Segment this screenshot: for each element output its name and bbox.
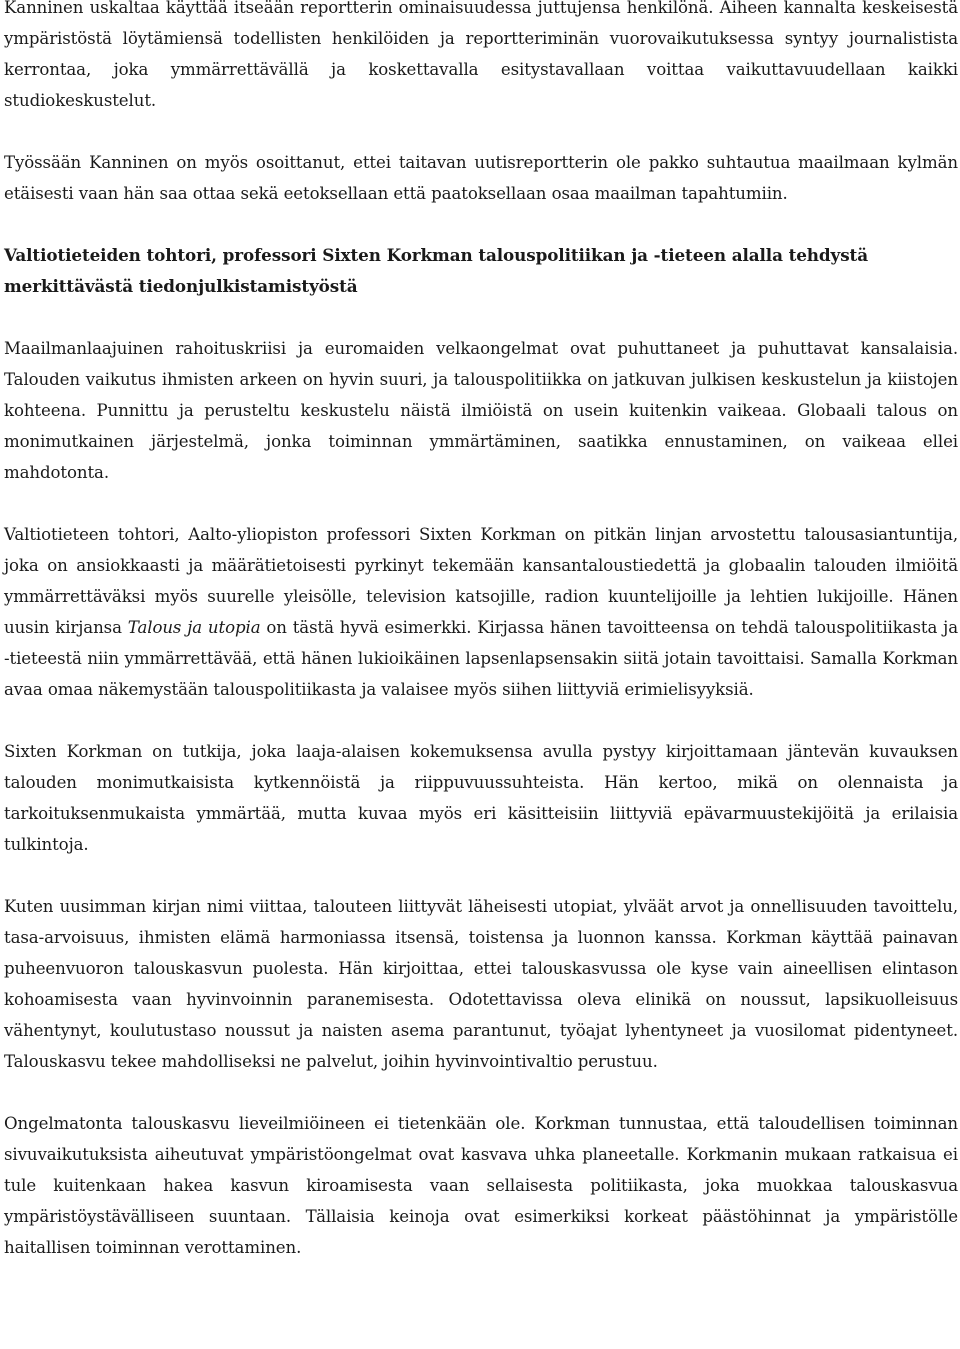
paragraph-korkman-profile-start: Valtiotieteen tohtori, Aalto-yliopiston professori Sixten Korkman on pitkän linjan arvostettu talousasiantuntija, joka on ansiokkaasti ja määrätietoisesti pyrkinyt tekemään kansantaloustiedettä ja globaalin talouden ilmiöitä ymmärrettäväksi myös suurelle yleisölle, television katsojille, radion kuuntelijoille ja lehtien lukijoille. Hänen uusin kirjansa: [4, 525, 958, 637]
section-heading-korkman: Valtiotieteiden tohtori, professori Sixten Korkman talouspolitiikan ja -tieteen alalla tehdystä merkittävästä tiedonjulkistamistyöstä: [4, 245, 868, 296]
paragraph-environment: Ongelmatonta talouskasvu lieveilmiöineen ei tietenkään ole. Korkman tunnustaa, että taloudellisen toiminnan sivuvaikutuksista aiheutuvat ympäristöongelmat ovat kasvava uhka planeetalle. Korkmanin mukaan ratkaisua ei tule kuitenkaan hakea kasvun kiroamisesta vaan sellaisesta politiikasta, joka muokkaa talouskasvua ympäristöystävälliseen suuntaan. Tällaisia keinoja ovat esimerkiksi korkeat päästöhinnat ja ympäristölle haitallisen toiminnan verottaminen.: [4, 1114, 958, 1257]
document-page: [4, 0, 958, 1263]
paragraph-financial-crisis: Maailmanlaajuinen rahoituskriisi ja euromaiden velkaongelmat ovat puhuttaneet ja puhuttavat kansalaisia. Talouden vaikutus ihmisten arkeen on hyvin suuri, ja talouspolitiikka on jatkuvan julkisen keskustelun ja kiistojen kohteena. Punnittu ja perusteltu keskustelu näistä ilmiöistä on usein kuitenkin vaikeaa. Globaali talous on monimutkainen järjestelmä, jonka toiminnan ymmärtäminen, saatikka ennustaminen, on vaikeaa ellei mahdotonta.: [4, 339, 958, 482]
paragraph-korkman-profile-end: on tästä hyvä esimerkki. Kirjassa hänen tavoitteensa on tehdä talouspolitiikasta ja -tieteestä niin ymmärrettävää, että hänen lukioikäinen lapsenlapsensakin siitä jotain tavoittaisi. Samalla Korkman avaa omaa näkemystään talouspolitiikasta ja valaisee myös siihen liittyviä erimielisyyksiä.: [4, 618, 958, 699]
book-title: Talous ja utopia: [127, 618, 261, 637]
paragraph-korkman-researcher: Sixten Korkman on tutkija, joka laaja-alaisen kokemuksensa avulla pystyy kirjoittamaan jäntevän kuvauksen talouden monimutkaisista kytkennöistä ja riippuvuussuhteista. Hän kertoo, mikä on olennaista ja tarkoituksenmukaista ymmärtää, mutta kuvaa myös eri käsitteisiin liittyviä epävarmuustekijöitä ja erilaisia tulkintoja.: [4, 742, 958, 854]
paragraph-kanninen-reporter: Kanninen uskaltaa käyttää itseään reportterin ominaisuudessa juttujensa henkilönä. Aiheen kannalta keskeisestä ympäristöstä löytämiensä todellisten henkilöiden ja reportteriminän vuorovaikutuksessa syntyy journalistista kerrontaa, joka ymmärrettävällä ja koskettavalla esitystavallaan voittaa vaikuttavuudellaan kaikki studiokeskustelut.: [4, 0, 958, 110]
paragraph-kanninen-work: Työssään Kanninen on myös osoittanut, ettei taitavan uutisreportterin ole pakko suhtautua maailmaan kylmän etäisesti vaan hän saa ottaa sekä eetoksellaan että paatoksellaan osaa maailman tapahtumiin.: [4, 153, 958, 203]
paragraph-economic-growth: Kuten uusimman kirjan nimi viittaa, talouteen liittyvät läheisesti utopiat, ylväät arvot ja onnellisuuden tavoittelu, tasa-arvoisuus, ihmisten elämä harmoniassa itsensä, toistensa ja luonnon kanssa. Korkman käyttää painavan puheenvuoron talouskasvun puolesta. Hän kirjoittaa, ettei talouskasvussa ole kyse vain aineellisen elintason kohoamisesta vaan hyvinvoinnin paranemisesta. Odotettavissa oleva elinikä on noussut, lapsikuolleisuus vähentynyt, koulutustaso noussut ja naisten asema parantunut, työajat lyhentyneet ja vuosilomat pidentyneet. Talouskasvu tekee mahdolliseksi ne palvelut, joihin hyvinvointivaltio perustuu.: [4, 897, 958, 1071]
paragraph-korkman-profile: [4, 519, 958, 705]
